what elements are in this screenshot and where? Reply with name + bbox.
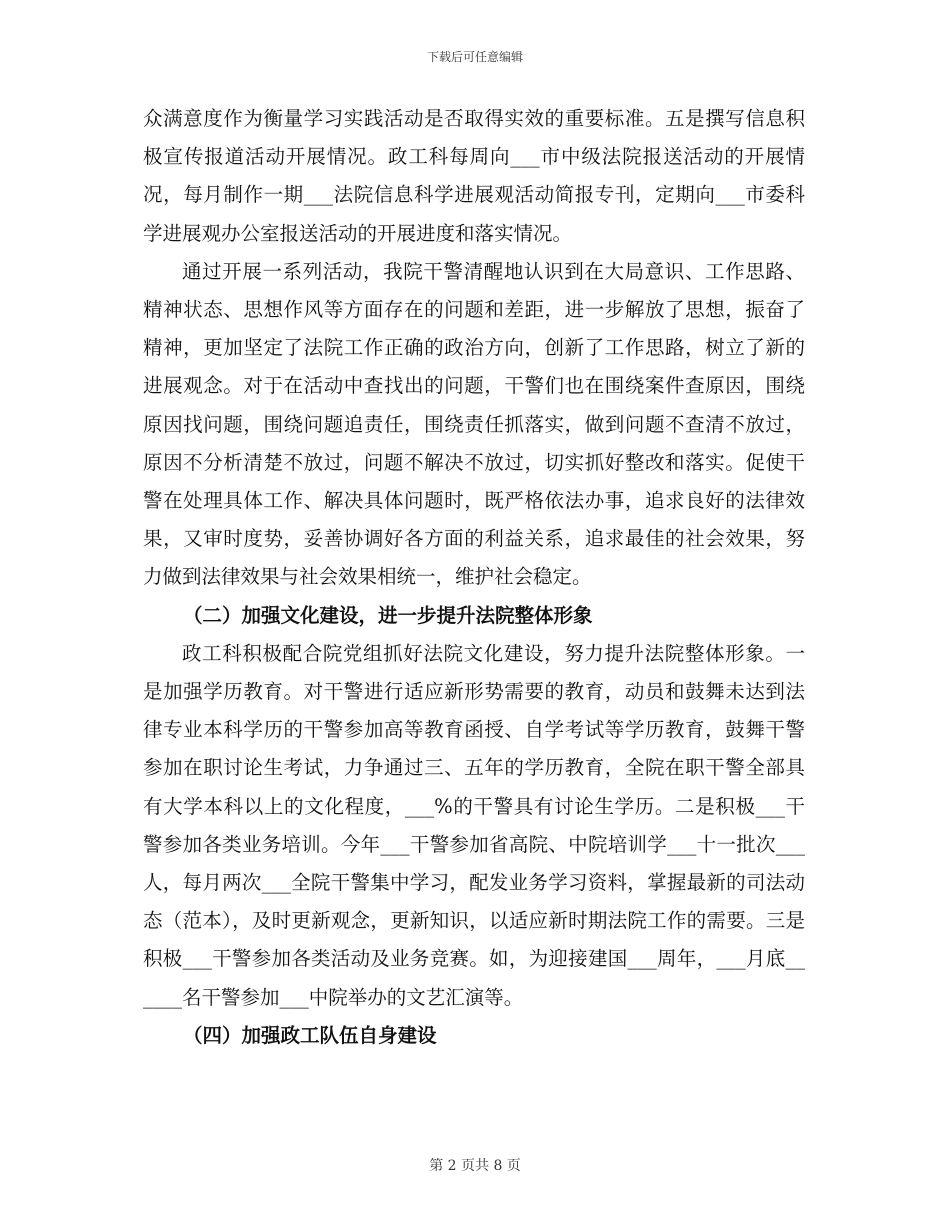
section-heading-culture: （二）加强文化建设，进一步提升法院整体形象	[183, 603, 593, 627]
paragraph-culture-building: 政工科积极配合院党组抓好法院文化建设，努力提升法院整体形象。一是加强学历教育。对干警进行适应新形势需要的教育，动员和鼓舞未达到法律专业本科学历的干警参加高等教育函授、自学考试等学历教育，鼓舞干警参加在职讨论生考试，力争通过三、五年的学历教育，全院在职干警全部具有大学本科以上的文化程度，___%的干警具有讨论生学历。二是积极___干警参加各类业务培训。今年___干警参加省高院、中院培训学___十一批次___人，每月两次___全院干警集中学习，配发业务学习资料，掌握最新的司法动态（范本），及时更新观念，更新知识，以适应新时期法院工作的需要。三是积极___干警参加各类活动及业务竞赛。如，为迎接建国___周年，___月底______名干警参加___中院举办的文艺汇演等。	[143, 641, 805, 1009]
document-body	[143, 100, 805, 1055]
paragraph-continued: 众满意度作为衡量学习实践活动是否取得实效的重要标准。五是撰写信息积极宣传报道活动开展情况。政工科每周向___市中级法院报送活动的开展情况，每月制作一期___法院信息科学进展观活动简报专刊，定期向___市委科学进展观办公室报送活动的开展进度和落实情况。	[143, 107, 805, 245]
page-number-footer: 第 2 页共 8 页	[429, 1158, 521, 1174]
paragraph-activity-results: 通过开展一系列活动，我院干警清醒地认识到在大局意识、工作思路、精神状态、思想作风等方面存在的问题和差距，进一步解放了思想，振奋了精神，更加坚定了法院工作正确的政治方向，创新了工作思路，树立了新的进展观念。对于在活动中查找出的问题，干警们也在围绕案件查原因，围绕原因找问题，围绕问题追责任，围绕责任抓落实，做到问题不查清不放过，原因不分析清楚不放过，问题不解决不放过，切实抓好整改和落实。促使干警在处理具体工作、解决具体问题时，既严格依法办事，追求良好的法律效果，又审时度势，妥善协调好各方面的利益关系，追求最佳的社会效果，努力做到法律效果与社会效果相统一，维护社会稳定。	[143, 259, 805, 589]
section-heading-team: （四）加强政工队伍自身建设	[183, 1023, 437, 1047]
page-header-note: 下载后可任意编辑	[426, 50, 523, 64]
